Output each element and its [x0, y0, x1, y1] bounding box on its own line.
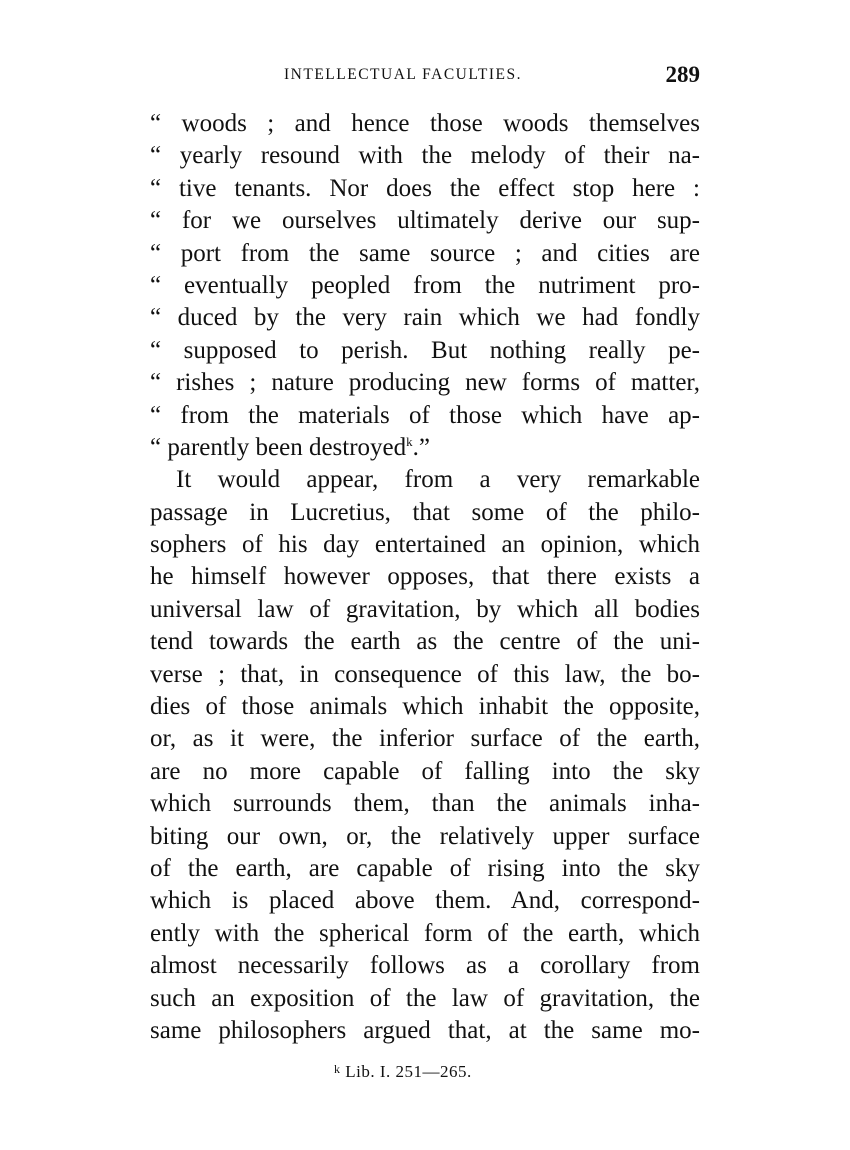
text-line: which is placed above them. And, correspond- — [150, 887, 700, 915]
text-line: he himself however opposes, that there exists a — [150, 563, 700, 591]
text-line: biting our own, or, the relatively upper surface — [150, 822, 700, 850]
text-line: “ rishes ; nature producing new forms of matter, — [150, 369, 700, 397]
text-line: or, as it were, the inferior surface of the earth, — [150, 725, 700, 753]
text-line: “ woods ; and hence those woods themselves — [150, 110, 700, 137]
page-header — [150, 64, 700, 94]
text-line: dies of those animals which inhabit the opposite, — [150, 693, 700, 721]
text-line: such an exposition of the law of gravitation, the — [150, 984, 700, 1012]
text-line: sophers of his day entertained an opinion, which — [150, 531, 700, 559]
text-line: “ yearly resound with the melody of their na- — [150, 142, 700, 170]
text-line: verse ; that, in consequence of this law, the bo- — [150, 660, 700, 688]
text-line: same philosophers argued that, at the same mo- — [150, 1016, 700, 1044]
text-line: passage in Lucretius, that some of the philo- — [150, 498, 700, 526]
text-line: ently with the spherical form of the earth, which — [150, 919, 700, 947]
text-line: “ tive tenants. Nor does the effect stop here : — [150, 174, 700, 202]
text-line: almost necessarily follows as a corollary from — [150, 952, 700, 980]
text-line: which surrounds them, than the animals inha- — [150, 790, 700, 818]
footnote-reference[interactable]: k — [406, 433, 413, 449]
text-line: tend towards the earth as the centre of the uni- — [150, 628, 700, 656]
text-line: “ from the materials of those which have ap- — [150, 401, 700, 429]
text-line: of the earth, are capable of rising into the sky — [150, 854, 700, 882]
closing-quote: .” — [412, 433, 430, 461]
footnote — [334, 1062, 472, 1082]
text-line: “ eventually peopled from the nutriment pro- — [150, 271, 700, 299]
running-head: INTELLECTUAL FACULTIES. — [284, 66, 522, 83]
footnote-mark: k — [334, 1062, 341, 1076]
footnote-text: Lib. I. 251—265. — [345, 1062, 472, 1081]
body-text — [150, 108, 700, 1047]
text-line: “ supposed to perish. But nothing really pe- — [150, 336, 700, 364]
text-line: “ duced by the very rain which we had fondly — [150, 304, 700, 332]
text-line: are no more capable of falling into the sky — [150, 757, 700, 785]
text-line: universal law of gravitation, by which all bodies — [150, 595, 700, 623]
text-line: “ port from the same source ; and cities are — [150, 239, 700, 267]
text-line: “ parently been destroyed — [150, 433, 407, 461]
text-line: “ for we ourselves ultimately derive our sup- — [150, 207, 700, 235]
page-number: 289 — [665, 62, 700, 87]
text-line-last — [150, 432, 700, 464]
paragraph-first-line: It would appear, from a very remarkable — [176, 466, 700, 494]
